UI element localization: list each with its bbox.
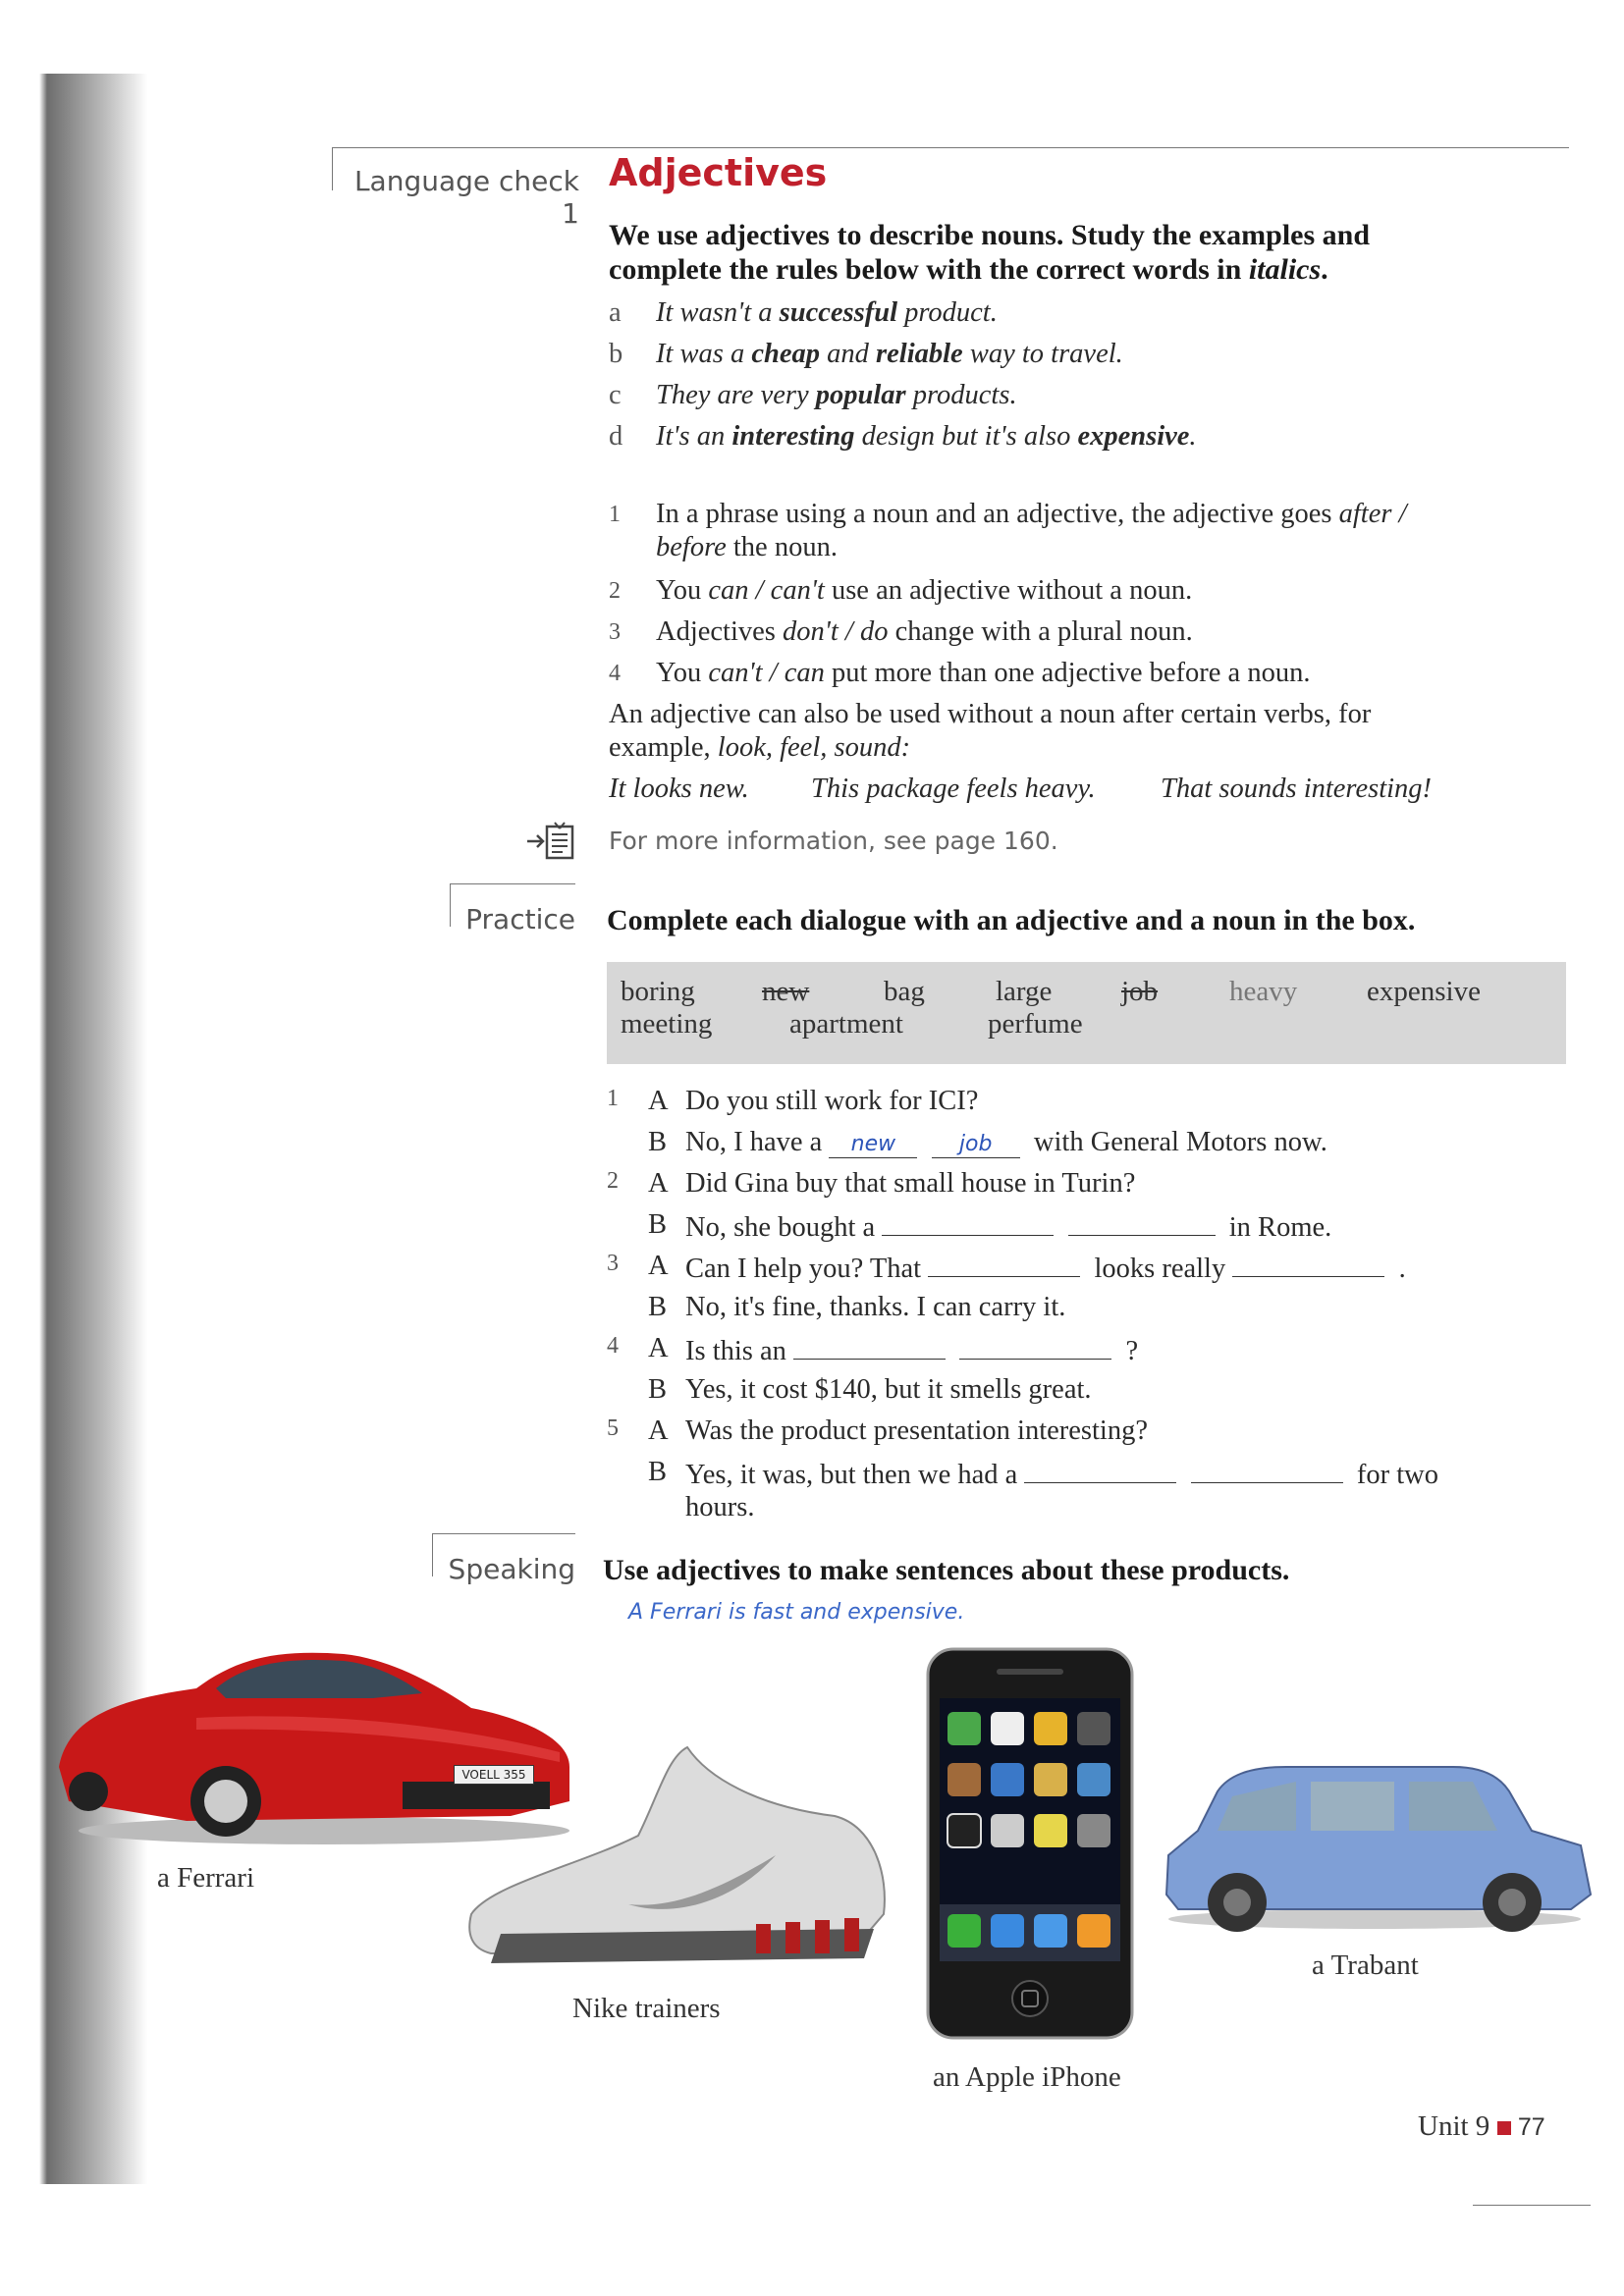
answer-blank-10[interactable] [1191,1457,1343,1483]
word-large: large [996,976,1053,1007]
top-rule-tick [332,147,333,190]
iphone-image [926,1647,1134,2040]
top-rule [332,147,1569,148]
example-letter: d [609,421,623,452]
word-apartment: apartment [789,1008,903,1040]
speaking-example: A Ferrari is fast and expensive. [628,1600,965,1625]
answer-blank-2[interactable]: job [932,1132,1020,1158]
word-perfume: perfume [988,1008,1083,1040]
intro-italics-word: italics [1248,253,1322,286]
note-line-1: An adjective can also be used without a noun after certain verbs, for [609,699,1372,729]
practice-instruction: Complete each dialogue with an adjective and a noun in the box. [607,904,1416,936]
license-plate: VOELL 355 [454,1765,534,1785]
word-heavy: heavy [1229,976,1298,1007]
page-number: 77 [1517,2113,1545,2141]
speaking-label: Speaking [448,1553,575,1585]
rule-2: 2 You can / can't use an adjective without a noun. [609,575,1193,606]
speaking-instruction: Use adjectives to make sentences about these products. [603,1554,1290,1586]
unit-label: Unit 9 [1418,2110,1490,2142]
example-letter: b [609,339,623,369]
answer-blank-3[interactable] [882,1209,1054,1236]
rule-1: 1 In a phrase using a noun and an adjective, the adjective goes after / before the noun. [609,499,1407,562]
trabant-image [1159,1737,1600,1934]
rule-4: 4 You can't / can put more than one adjective before a noun. [609,658,1311,688]
word-meeting: meeting [621,1008,713,1040]
word-expensive: expensive [1367,976,1481,1007]
answer-blank-8[interactable] [959,1333,1111,1360]
grammar-reference-icon [525,821,576,862]
word-boring: boring [621,976,695,1007]
language-check-label: Language check 1 [353,165,579,230]
more-info-link[interactable]: For more information, see page 160. [609,827,1058,855]
page-footer [1418,2110,1545,2143]
nike-trainers-image [461,1737,893,1973]
answer-blank-7[interactable] [793,1333,946,1360]
answer-blank-4[interactable] [1068,1209,1216,1236]
answer-blank-9[interactable] [1024,1457,1176,1483]
example-letter: c [609,380,622,410]
intro-line-1: We use adjectives to describe nouns. Study the examples and [609,219,1371,251]
caption-iphone: an Apple iPhone [933,2061,1121,2093]
verb-example-1: It looks new. [609,774,749,804]
footer-square-icon [1497,2121,1511,2135]
section-title: Adjectives [609,151,828,194]
practice-rule [450,883,575,884]
word-job-crossed: job [1121,976,1159,1007]
book-spine-shadow [0,0,147,2296]
intro-line-2-text: complete the rules below with the correct words in [609,253,1249,286]
footer-rule [1473,2205,1591,2206]
caption-nike: Nike trainers [572,1993,721,2024]
intro-line-2: complete the rules below with the correct words in italics. [609,253,1328,286]
caption-trabant: a Trabant [1312,1949,1419,1981]
answer-blank-6[interactable] [1232,1251,1384,1277]
spine-bottom-mask [0,2184,147,2296]
speaking-rule [432,1533,575,1534]
spine-top-mask [0,0,147,74]
rule-3: 3 Adjectives don't / do change with a plural noun. [609,616,1193,647]
example-letter: a [609,297,622,328]
practice-label: Practice [465,903,575,935]
caption-ferrari: a Ferrari [157,1862,255,1894]
answer-blank-5[interactable] [928,1251,1080,1277]
word-new-crossed: new [762,976,810,1007]
verb-example-3: That sounds interesting! [1161,774,1433,804]
note-line-2: example, look, feel, sound: [609,732,911,763]
word-bag: bag [884,976,925,1007]
answer-blank-1[interactable]: new [829,1132,917,1158]
verb-example-2: This package feels heavy. [811,774,1096,804]
word-box [607,962,1566,1064]
